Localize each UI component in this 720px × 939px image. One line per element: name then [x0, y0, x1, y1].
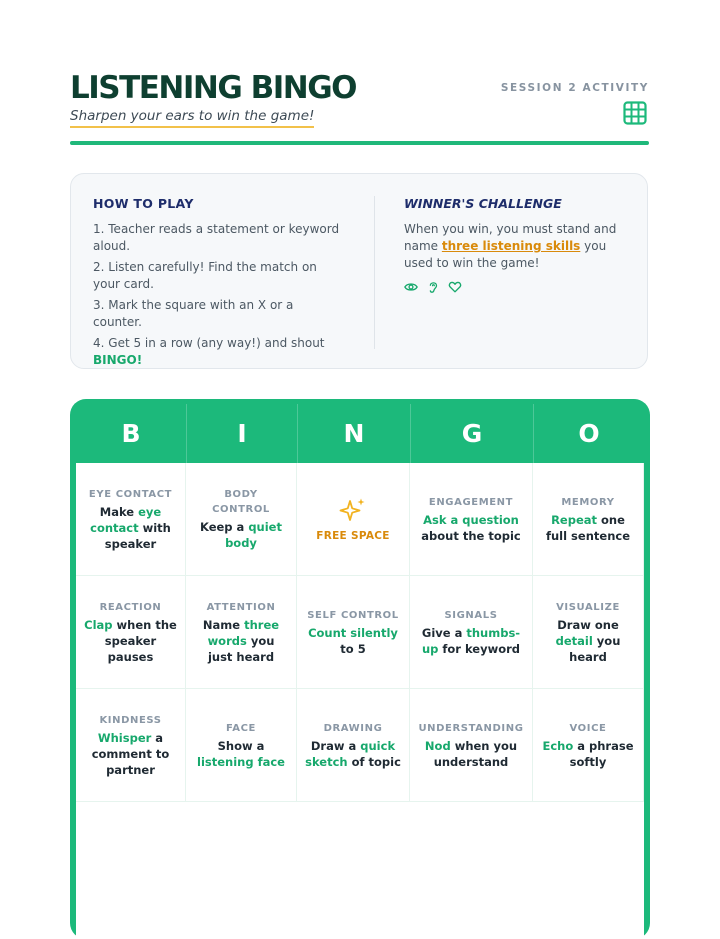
cell-keyword: quiet body: [225, 520, 282, 550]
cell-text: Name: [202, 617, 245, 632]
ear-icon: [426, 280, 440, 294]
grid-icon: [623, 101, 647, 125]
cell-keyword: eye contact: [90, 504, 162, 535]
winners-challenge-heading: WINNER'S CHALLENGE: [404, 196, 562, 211]
cell-text: you just heard: [207, 633, 275, 664]
cell-category: DRAWING: [323, 722, 383, 734]
challenge-icons: [404, 280, 629, 294]
cell-text: with speaker: [104, 520, 171, 551]
cell-prompt: [305, 625, 401, 657]
how-to-play-section: [93, 196, 343, 373]
free-space-label: FREE SPACE: [316, 530, 390, 542]
cell-text: Give a: [421, 625, 467, 640]
cell-category: VISUALIZE: [556, 601, 620, 613]
cell-category: REACTION: [99, 601, 162, 613]
bingo-cell[interactable]: [533, 689, 644, 802]
winners-challenge-section: [404, 196, 629, 294]
cell-category: MEMORY: [561, 496, 615, 508]
eye-icon: [404, 280, 418, 294]
heart-icon: [448, 280, 462, 294]
cell-prompt: [194, 738, 288, 770]
cell-text: when you understand: [433, 738, 518, 769]
column-letter-g: G: [410, 404, 533, 463]
bingo-cell[interactable]: [533, 463, 644, 576]
cell-prompt: [305, 738, 401, 770]
cell-prompt: [541, 738, 635, 770]
cell-text: when the speaker pauses: [104, 617, 177, 664]
cell-keyword: Nod: [424, 738, 451, 753]
cell-keyword: Echo: [542, 738, 574, 753]
bingo-cell[interactable]: [186, 463, 297, 576]
cell-text: about the topic: [421, 528, 521, 543]
cell-text: Keep a: [200, 520, 249, 534]
instructions-card: [70, 173, 648, 369]
cell-category: ENGAGEMENT: [428, 496, 514, 508]
bingo-cell[interactable]: [297, 689, 410, 802]
header-divider: [70, 141, 649, 145]
bingo-cell[interactable]: [410, 463, 533, 576]
cell-prompt: [84, 504, 177, 552]
column-letter-n: N: [297, 404, 410, 463]
cell-prompt: [418, 625, 524, 657]
bingo-cell[interactable]: [76, 689, 186, 802]
cell-category: EYE CONTACT: [88, 488, 173, 500]
bingo-grid: [76, 463, 644, 939]
bingo-cell[interactable]: [186, 689, 297, 802]
cell-keyword: three words: [207, 617, 280, 648]
cell-keyword: Clap: [84, 617, 113, 632]
cell-text: Make: [99, 504, 139, 519]
cell-keyword: listening face: [197, 754, 285, 769]
cell-text: for keyword: [438, 641, 521, 656]
cell-category: VOICE: [569, 722, 607, 734]
bingo-shout: BINGO!: [93, 353, 143, 367]
step-4: [93, 335, 343, 369]
bingo-cell[interactable]: [533, 576, 644, 689]
cell-keyword: Ask a question: [423, 512, 519, 527]
cell-keyword: thumbs-up: [421, 625, 521, 656]
step-1: 1. Teacher reads a statement or keyword aloud.: [93, 222, 340, 253]
cell-keyword: Repeat: [551, 512, 598, 527]
session-label: SESSION 2 ACTIVITY: [500, 82, 649, 94]
cell-keyword: Whisper: [97, 730, 152, 745]
cell-text: Draw one: [557, 617, 619, 632]
bingo-cell[interactable]: [410, 689, 533, 802]
section-divider: [374, 196, 375, 349]
challenge-highlight: three listening skills: [441, 239, 581, 253]
cell-category: SELF CONTROL: [307, 609, 399, 621]
cell-text: one full sentence: [545, 512, 630, 543]
cell-text: to 5: [340, 641, 366, 656]
page-title: LISTENING BINGO: [70, 70, 357, 106]
cell-prompt: [418, 738, 524, 770]
cell-category: SIGNALS: [444, 609, 498, 621]
step-3: 3. Mark the square with an X or a counter.: [93, 298, 294, 329]
bingo-cell[interactable]: [297, 576, 410, 689]
step-4-text: 4. Get 5 in a row (any way!) and shout: [93, 336, 325, 350]
cell-category: ATTENTION: [206, 601, 276, 613]
cell-text: Show a: [217, 738, 265, 753]
cell-prompt: [418, 512, 524, 544]
free-space-cell[interactable]: [297, 463, 410, 576]
cell-category: BODY CONTROL: [212, 489, 270, 515]
sparkle-icon: [338, 496, 368, 526]
cell-text: a comment to partner: [91, 730, 170, 777]
cell-prompt: [84, 730, 177, 778]
column-letter-i: I: [186, 404, 297, 463]
cell-text: you heard: [569, 633, 621, 664]
column-letter-o: O: [533, 404, 644, 463]
cell-prompt: [541, 512, 635, 544]
cell-prompt: [541, 617, 635, 665]
cell-text: of topic: [347, 754, 401, 769]
cell-text: Draw a: [310, 738, 361, 753]
step-2: 2. Listen carefully! Find the match on your card.: [93, 260, 317, 291]
how-to-play-heading: HOW TO PLAY: [93, 196, 194, 211]
cell-prompt: [194, 519, 288, 551]
winners-challenge-text: When you win, you must stand and name three listening skills you used to win the game!: [404, 222, 617, 270]
cell-keyword: Count silently: [308, 625, 398, 640]
bingo-cell[interactable]: [76, 463, 186, 576]
cell-category: FACE: [226, 722, 256, 734]
cell-prompt: [194, 617, 288, 665]
bingo-cell[interactable]: [410, 576, 533, 689]
cell-prompt: [84, 617, 177, 665]
bingo-header-row: [76, 404, 644, 463]
cell-keyword: quick sketch: [305, 738, 396, 769]
bingo-cell[interactable]: [76, 576, 186, 689]
column-letter-b: B: [121, 419, 141, 448]
bingo-cell[interactable]: [186, 576, 297, 689]
page-subtitle: Sharpen your ears to win the game!: [70, 108, 314, 128]
cell-text: a phrase softly: [569, 738, 634, 769]
how-to-play-steps: [93, 221, 343, 369]
cell-keyword: detail: [555, 633, 593, 648]
cell-category: UNDERSTANDING: [418, 722, 524, 734]
cell-category: KINDNESS: [99, 714, 162, 726]
bingo-board: [70, 399, 650, 939]
